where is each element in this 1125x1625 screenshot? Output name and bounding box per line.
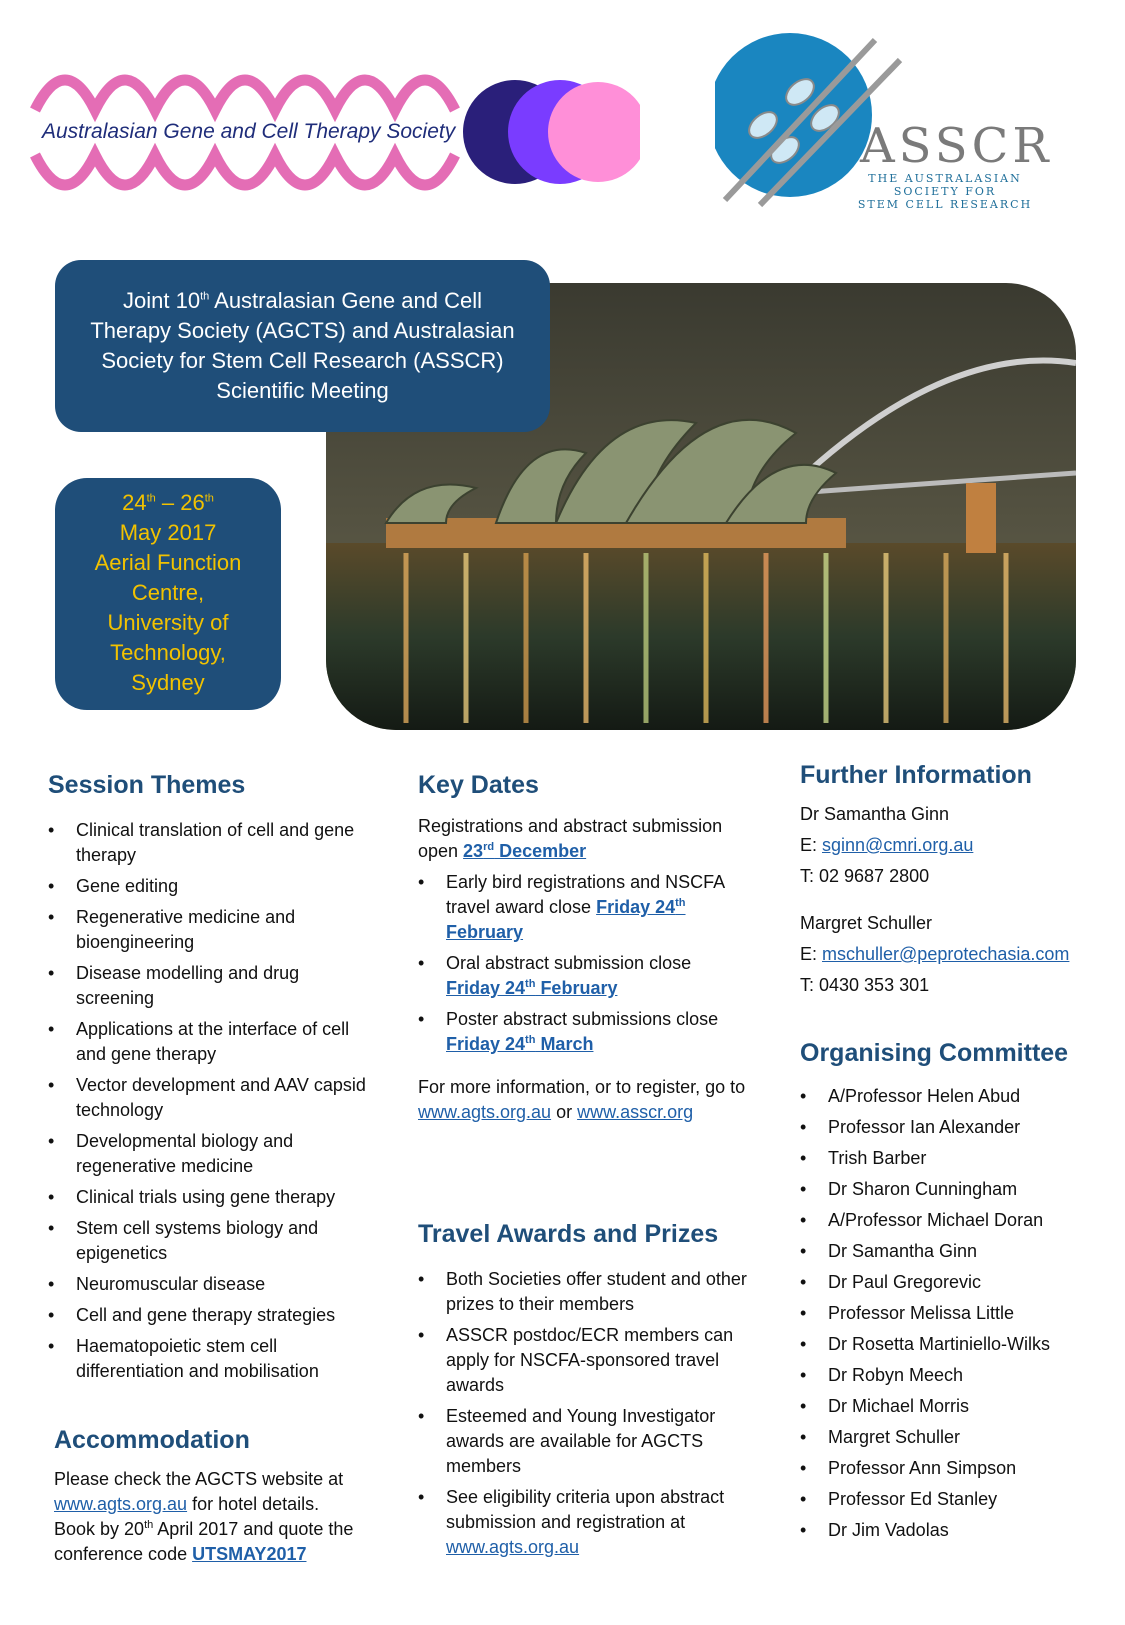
list-item: • Cell and gene therapy strategies: [48, 1303, 368, 1328]
asscr-link[interactable]: www.asscr.org: [577, 1102, 694, 1122]
list-item: • Dr Rosetta Martiniello-Wilks: [800, 1332, 1100, 1357]
asscr-full-name: [855, 172, 1035, 211]
list-item: • ASSCR postdoc/ECR members can apply for NSCFA-sponsored travel awards: [418, 1323, 748, 1398]
date-sup: th: [146, 492, 156, 505]
date-text: 24: [122, 490, 147, 515]
travel-awards-list: [418, 1267, 748, 1560]
session-themes-list: [48, 818, 368, 1384]
venue-line: May 2017: [119, 520, 217, 545]
deadline-sup: th: [525, 1034, 536, 1046]
accommodation-line: for hotel details. Book by 20: [54, 1494, 320, 1539]
accommodation-sup: th: [144, 1519, 154, 1531]
title-sup: th: [200, 290, 210, 303]
accommodation-line: April 2017 and quote the conference code: [54, 1519, 354, 1564]
open-date-rest: December: [494, 841, 587, 861]
list-item: • Dr Paul Gregorevic: [800, 1270, 1100, 1295]
list-item: • Regenerative medicine and bioengineering: [48, 905, 368, 955]
travel-awards-section: [418, 1222, 748, 1566]
agts-link[interactable]: www.agts.org.au: [418, 1102, 552, 1122]
agts-link[interactable]: www.agts.org.au: [54, 1494, 188, 1514]
deadline-pre: Friday 24: [446, 978, 526, 998]
open-date-sup: rd: [483, 841, 495, 853]
venue-line: Technology,: [110, 640, 226, 665]
deadline-sup: th: [525, 978, 536, 990]
list-item: • Dr Michael Morris: [800, 1394, 1100, 1419]
agcts-name: Australasian Gene and Cell Therapy Society: [42, 120, 456, 143]
list-item: • Disease modelling and drug screening: [48, 961, 368, 1011]
committee-list: [800, 1084, 1100, 1543]
further-info-section: [800, 763, 1100, 998]
list-item: • A/Professor Helen Abud: [800, 1084, 1100, 1109]
key-dates-section: [418, 773, 748, 1125]
list-item: • Trish Barber: [800, 1146, 1100, 1171]
accommodation-line: Please check the AGCTS website at: [54, 1469, 344, 1489]
date-sup: th: [204, 492, 214, 505]
event-title-box: [55, 260, 550, 432]
list-item: • Neuromuscular disease: [48, 1272, 368, 1297]
email-link[interactable]: sginn@cmri.org.au: [822, 835, 974, 855]
date-item-text: Early bird registrations and NSCFA travel award close: [446, 872, 725, 917]
further-info-heading: Further Information: [800, 761, 1032, 789]
accommodation-text: [54, 1467, 364, 1567]
agts-link[interactable]: www.agts.org.au: [446, 1537, 580, 1557]
deadline-post: March: [535, 1034, 594, 1054]
venue-line: Sydney: [131, 670, 205, 695]
contact-email-line: [800, 942, 1100, 967]
asscr-line: SOCIETY FOR: [893, 185, 997, 198]
deadline-pre: Friday 24: [596, 897, 676, 917]
key-dates-heading: Key Dates: [418, 771, 539, 799]
list-item: • Clinical trials using gene therapy: [48, 1185, 368, 1210]
list-item: • Margret Schuller: [800, 1425, 1100, 1450]
list-item: • Both Societies offer student and other prizes to their members: [418, 1267, 748, 1317]
venue-line: Aerial Function: [94, 550, 242, 575]
accommodation-section: [54, 1428, 364, 1567]
committee-heading: Organising Committee: [800, 1039, 1069, 1067]
key-dates-list: [418, 870, 748, 1057]
accommodation-heading: Accommodation: [54, 1426, 250, 1454]
list-item: • Dr Samantha Ginn: [800, 1239, 1100, 1264]
contact-name: Margret Schuller: [800, 913, 933, 933]
list-item: • Professor Ian Alexander: [800, 1115, 1100, 1140]
session-themes-section: [48, 773, 368, 1390]
deadline-post: February: [446, 922, 524, 942]
deadline-pre: Friday 24: [446, 1034, 526, 1054]
list-item: • A/Professor Michael Doran: [800, 1208, 1100, 1233]
list-item: • Stem cell systems biology and epigenetics: [48, 1216, 368, 1266]
list-item: • Professor Melissa Little: [800, 1301, 1100, 1326]
contact-email-line: [800, 833, 1100, 858]
conference-code: UTSMAY2017: [192, 1544, 307, 1564]
list-item: • Gene editing: [48, 874, 368, 899]
list-item: [418, 870, 748, 945]
list-item: • Haematopoietic stem cell differentiation and mobilisation: [48, 1334, 368, 1384]
contact-name: Dr Samantha Ginn: [800, 804, 950, 824]
asscr-line: STEM CELL RESEARCH: [857, 198, 1033, 211]
list-item: • Vector development and AAV capsid technology: [48, 1073, 368, 1123]
more-info-text: [418, 1075, 748, 1125]
deadline-sup: th: [675, 897, 686, 909]
email-link[interactable]: mschuller@peprotechasia.com: [822, 944, 1070, 964]
intro-text: Registrations and abstract submission open: [418, 816, 723, 861]
session-themes-heading: Session Themes: [48, 771, 246, 799]
date-item-text: Oral abstract submission close: [446, 953, 692, 973]
event-date-venue-box: [55, 478, 281, 710]
email-label: E:: [800, 944, 823, 964]
venue-line: University of: [107, 610, 229, 635]
travel-awards-heading: Travel Awards and Prizes: [418, 1220, 719, 1248]
deadline-date: [446, 1034, 593, 1054]
open-date-num: 23: [463, 841, 484, 861]
list-item: • Developmental biology and regenerative medicine: [48, 1129, 368, 1179]
deadline-post: February: [535, 978, 618, 998]
list-item: • Clinical translation of cell and gene therapy: [48, 818, 368, 868]
date-text: – 26: [155, 490, 205, 515]
more-info: For more information, or to register, go to: [418, 1077, 746, 1097]
open-date: [463, 841, 586, 861]
list-item: • Applications at the interface of cell and gene therapy: [48, 1017, 368, 1067]
asscr-line: THE AUSTRALASIAN: [868, 172, 1022, 185]
title-text: Australasian Gene and Cell Therapy Society (AGCTS) and Australasian Society for Stem Cell Research (ASSCR) Scientific Meeting: [90, 288, 515, 403]
contact-phone: T: 02 9687 2800: [800, 866, 930, 886]
key-dates-intro: [418, 814, 748, 864]
list-item: [418, 1485, 748, 1560]
or-text: or: [551, 1102, 578, 1122]
list-item: [418, 1007, 748, 1057]
venue-line: Centre,: [131, 580, 205, 605]
list-item: • Dr Robyn Meech: [800, 1363, 1100, 1388]
committee-section: [800, 1041, 1100, 1549]
date-item-text: Poster abstract submissions close: [446, 1009, 719, 1029]
contact-phone: T: 0430 353 301: [800, 975, 930, 995]
title-text: Joint 10: [123, 288, 201, 313]
event-title: [83, 286, 522, 406]
list-item: • Professor Ed Stanley: [800, 1487, 1100, 1512]
list-item: • Professor Ann Simpson: [800, 1456, 1100, 1481]
list-item: • Dr Jim Vadolas: [800, 1518, 1100, 1543]
eligibility-text: See eligibility criteria upon abstract submission and registration at: [446, 1487, 725, 1532]
email-label: E:: [800, 835, 823, 855]
event-dates: [55, 488, 281, 518]
list-item: • Esteemed and Young Investigator awards are available for AGCTS members: [418, 1404, 748, 1479]
asscr-abbrev: ASSCR: [860, 118, 1053, 174]
list-item: [418, 951, 748, 1001]
list-item: • Dr Sharon Cunningham: [800, 1177, 1100, 1202]
deadline-date: [446, 978, 617, 998]
